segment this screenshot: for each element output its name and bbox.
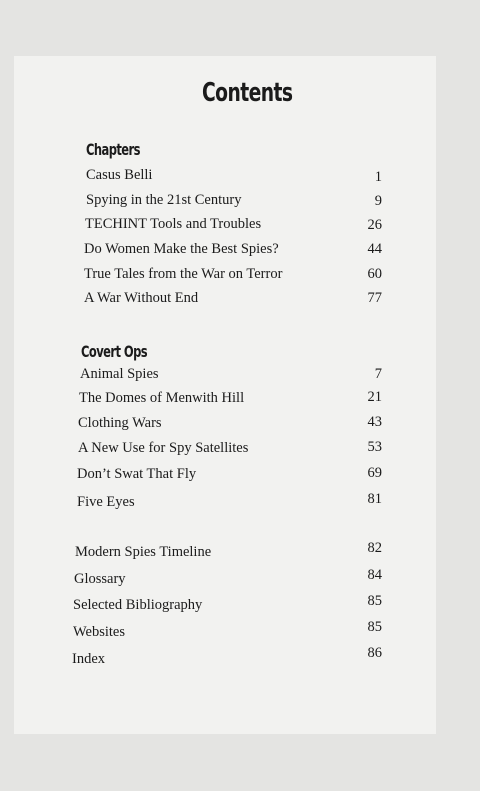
toc-entry: TECHINT Tools and Troubles [85, 216, 262, 232]
toc-page-number: 82 [367, 540, 382, 556]
toc-page-number: 85 [367, 619, 382, 635]
toc-page-number: 26 [367, 217, 382, 233]
section-heading-covert-ops: Covert Ops [81, 342, 148, 361]
toc-entry: Modern Spies Timeline [75, 544, 212, 560]
toc-entry: Clothing Wars [78, 415, 162, 431]
toc-page-number: 1 [374, 169, 382, 185]
toc-page-number: 81 [367, 491, 382, 507]
toc-page-number: 44 [367, 241, 382, 257]
toc-entry: Spying in the 21st Century [86, 192, 242, 208]
toc-entry: Selected Bibliography [73, 597, 203, 613]
toc-entry: Index [72, 651, 106, 667]
toc-entry: The Domes of Menwith Hill [79, 390, 245, 406]
toc-entry: A War Without End [84, 290, 199, 306]
toc-entry: Animal Spies [80, 366, 159, 382]
toc-entry: Websites [73, 624, 125, 640]
toc-page-number: 85 [367, 593, 382, 609]
toc-page-number: 86 [367, 645, 382, 661]
toc-page-number: 21 [367, 389, 382, 405]
toc-page-number: 84 [367, 567, 382, 583]
toc-entry: Five Eyes [77, 494, 135, 510]
toc-page-number: 9 [374, 193, 382, 209]
section-heading-chapters: Chapters [86, 140, 140, 159]
page-title: Contents [202, 78, 293, 108]
toc-page-number: 60 [367, 266, 382, 282]
toc-page-number: 43 [367, 414, 382, 430]
toc-page-number: 7 [374, 366, 382, 382]
toc-entry: Glossary [74, 571, 126, 587]
toc-page-number: 53 [367, 439, 382, 455]
toc-entry: Casus Belli [86, 167, 153, 183]
toc-page-number: 77 [367, 290, 382, 306]
toc-entry: Don’t Swat That Fly [77, 466, 197, 482]
toc-page-number: 69 [367, 465, 382, 481]
toc-entry: A New Use for Spy Satellites [78, 440, 249, 456]
toc-entry: True Tales from the War on Terror [84, 266, 283, 282]
toc-entry: Do Women Make the Best Spies? [84, 241, 279, 257]
